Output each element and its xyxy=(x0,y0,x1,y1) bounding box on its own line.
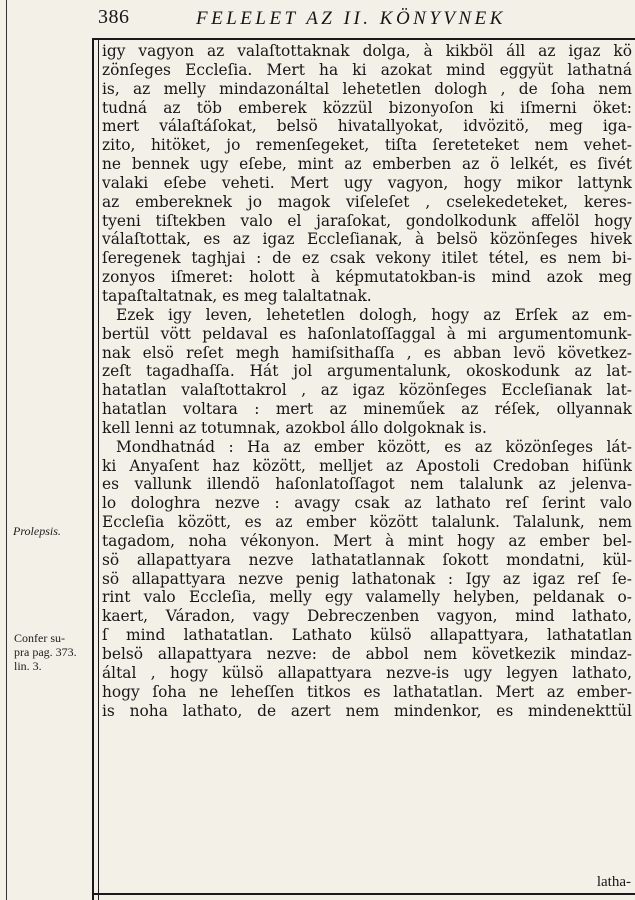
text-line: által , hogy külsö allapattyara nezve-is ugy legyen lathato, xyxy=(102,663,632,682)
text-line: rint valo Eccleſia, melly egy valamelly helyben, peldanak o- xyxy=(102,588,632,607)
text-line: kell lenni az totumnak, azokbol állo dolgoknak is. xyxy=(102,418,487,437)
text-line: ſ mind lathatatlan. Lathato külsö allapattyara, lathatatlan xyxy=(102,626,632,645)
margin-rule-inner xyxy=(98,40,99,900)
text-line: nak elsö reſet megh hamiſsithaſſa , es abban levö következ- xyxy=(102,343,632,362)
running-head: FELELET AZ II. KÖNYVNEK xyxy=(196,8,506,29)
text-line: az embereknek jo magok viſeleſet , cselekedeteket, keres- xyxy=(102,192,632,211)
text-line: Ezek igy leven, lehetetlen dologh, hogy az Erſek az em- xyxy=(116,305,632,324)
text-line: ki Anyaſent haz között, melljet az Apostoli Credoban hiſünk xyxy=(102,456,632,475)
text-line: sö allapattyara nezve lathatatlannak ſokott mondatni, kül- xyxy=(102,550,632,569)
text-line: zeſt tagadhaſſa. Hát jol argumentalunk, okoskodunk az lat- xyxy=(102,362,632,381)
text-line: is noha lathato, de azert nem mindenkor, es mindenekttül xyxy=(102,701,632,720)
text-line: bertül vött peldaval es haſonlatoſſaggal à mi argumentomunk- xyxy=(102,324,632,343)
text-line: zito, hitöket, jo remenſegeket, tiſta ſereteteket nem vehet- xyxy=(102,136,632,155)
text-line: tyeni tiſtekben valo el jaraſokat, gondolkodunk affelöl hogy xyxy=(102,211,632,230)
text-line: belsö allapattyara nezve: de abbol nem következik mindaz- xyxy=(102,645,632,663)
margin-note-confer xyxy=(14,631,92,673)
text-line: kaert, Váradon, vagy Debreczenben vagyon, mind lathato, xyxy=(102,607,632,626)
text-line: válaſtottak, es az igaz Eccleſianak, à belsö közönſeges hivek xyxy=(102,230,632,249)
text-line: zönſeges Eccleſia. Mert ha ki azokat mind eggyüt lathatná xyxy=(102,60,632,79)
catchword: latha- xyxy=(596,874,631,890)
text-line: hogy ſoha ne leheſſen titkos es lathatatlan. Mert az ember- xyxy=(102,682,632,701)
text-line: Mondhatnád : Ha az ember között, es az közönſeges lát- xyxy=(116,437,632,456)
text-line: Eccleſia között, es az ember között talalunk. Talalunk, nem xyxy=(102,513,632,532)
margin-rule-outer xyxy=(92,38,94,900)
margin-note-line: lin. 3. xyxy=(14,659,42,673)
text-line: tagadom, noha vékonyon. Mert à mint hogy az ember bel- xyxy=(102,531,632,550)
footer-rule xyxy=(92,893,635,895)
text-line: ſeregenek taghjai : de ez csak vekony itilet tétel, es nem bi- xyxy=(102,249,632,268)
text-line: tapaſtaltatnak, es meg talaltatnak. xyxy=(102,286,372,305)
margin-note-line: pra pag. 373. xyxy=(14,645,77,659)
text-line: tudná az töb emberek közzül bizonyoſon ki iſmerni öket: xyxy=(102,98,632,117)
body-text xyxy=(102,42,632,720)
header-rule xyxy=(92,38,635,40)
text-line: zonyos iſmeret: holott à képmutatokban-is mind azok meg xyxy=(102,268,632,287)
margin-note-line: Confer su- xyxy=(14,631,65,645)
text-line: valaki eſebe veheti. Mert ugy vagyon, hogy mikor lattynk xyxy=(102,173,632,192)
text-line: lo dologhra nezve : avagy csak az lathato reſ ſerint valo xyxy=(102,494,632,513)
margin-note-prolepsis: Prolepsis. xyxy=(13,524,61,538)
text-line: igy vagyon az valaſtottaknak dolga, à kikböl áll az igaz kö xyxy=(102,42,632,60)
text-line: hatatlan voltara : mert az mineműek az réſek, ollyannak xyxy=(102,400,632,419)
text-line: hatatlan valaſtottakrol , az igaz közönſeges Eccleſianak lat- xyxy=(102,381,632,400)
text-line: sö allapattyara nezve penig lathatonak : Igy az igaz reſ ſe- xyxy=(102,569,632,588)
text-line: es vallunk illendö haſonlatoſſagot nem talalunk az jelenva- xyxy=(102,475,632,494)
page-edge-line xyxy=(6,0,7,900)
text-line: mert válaſtáſokat, belsö hivatallyokat, idvözitö, meg iga- xyxy=(102,117,632,136)
text-line: is, az melly mindazonáltal lehetetlen dologh , de ſoha nem xyxy=(102,79,632,98)
page-number: 386 xyxy=(98,6,130,28)
text-line: ne bennek ugy eſebe, mint az emberben az ö lelkét, es ſivét xyxy=(102,155,632,174)
